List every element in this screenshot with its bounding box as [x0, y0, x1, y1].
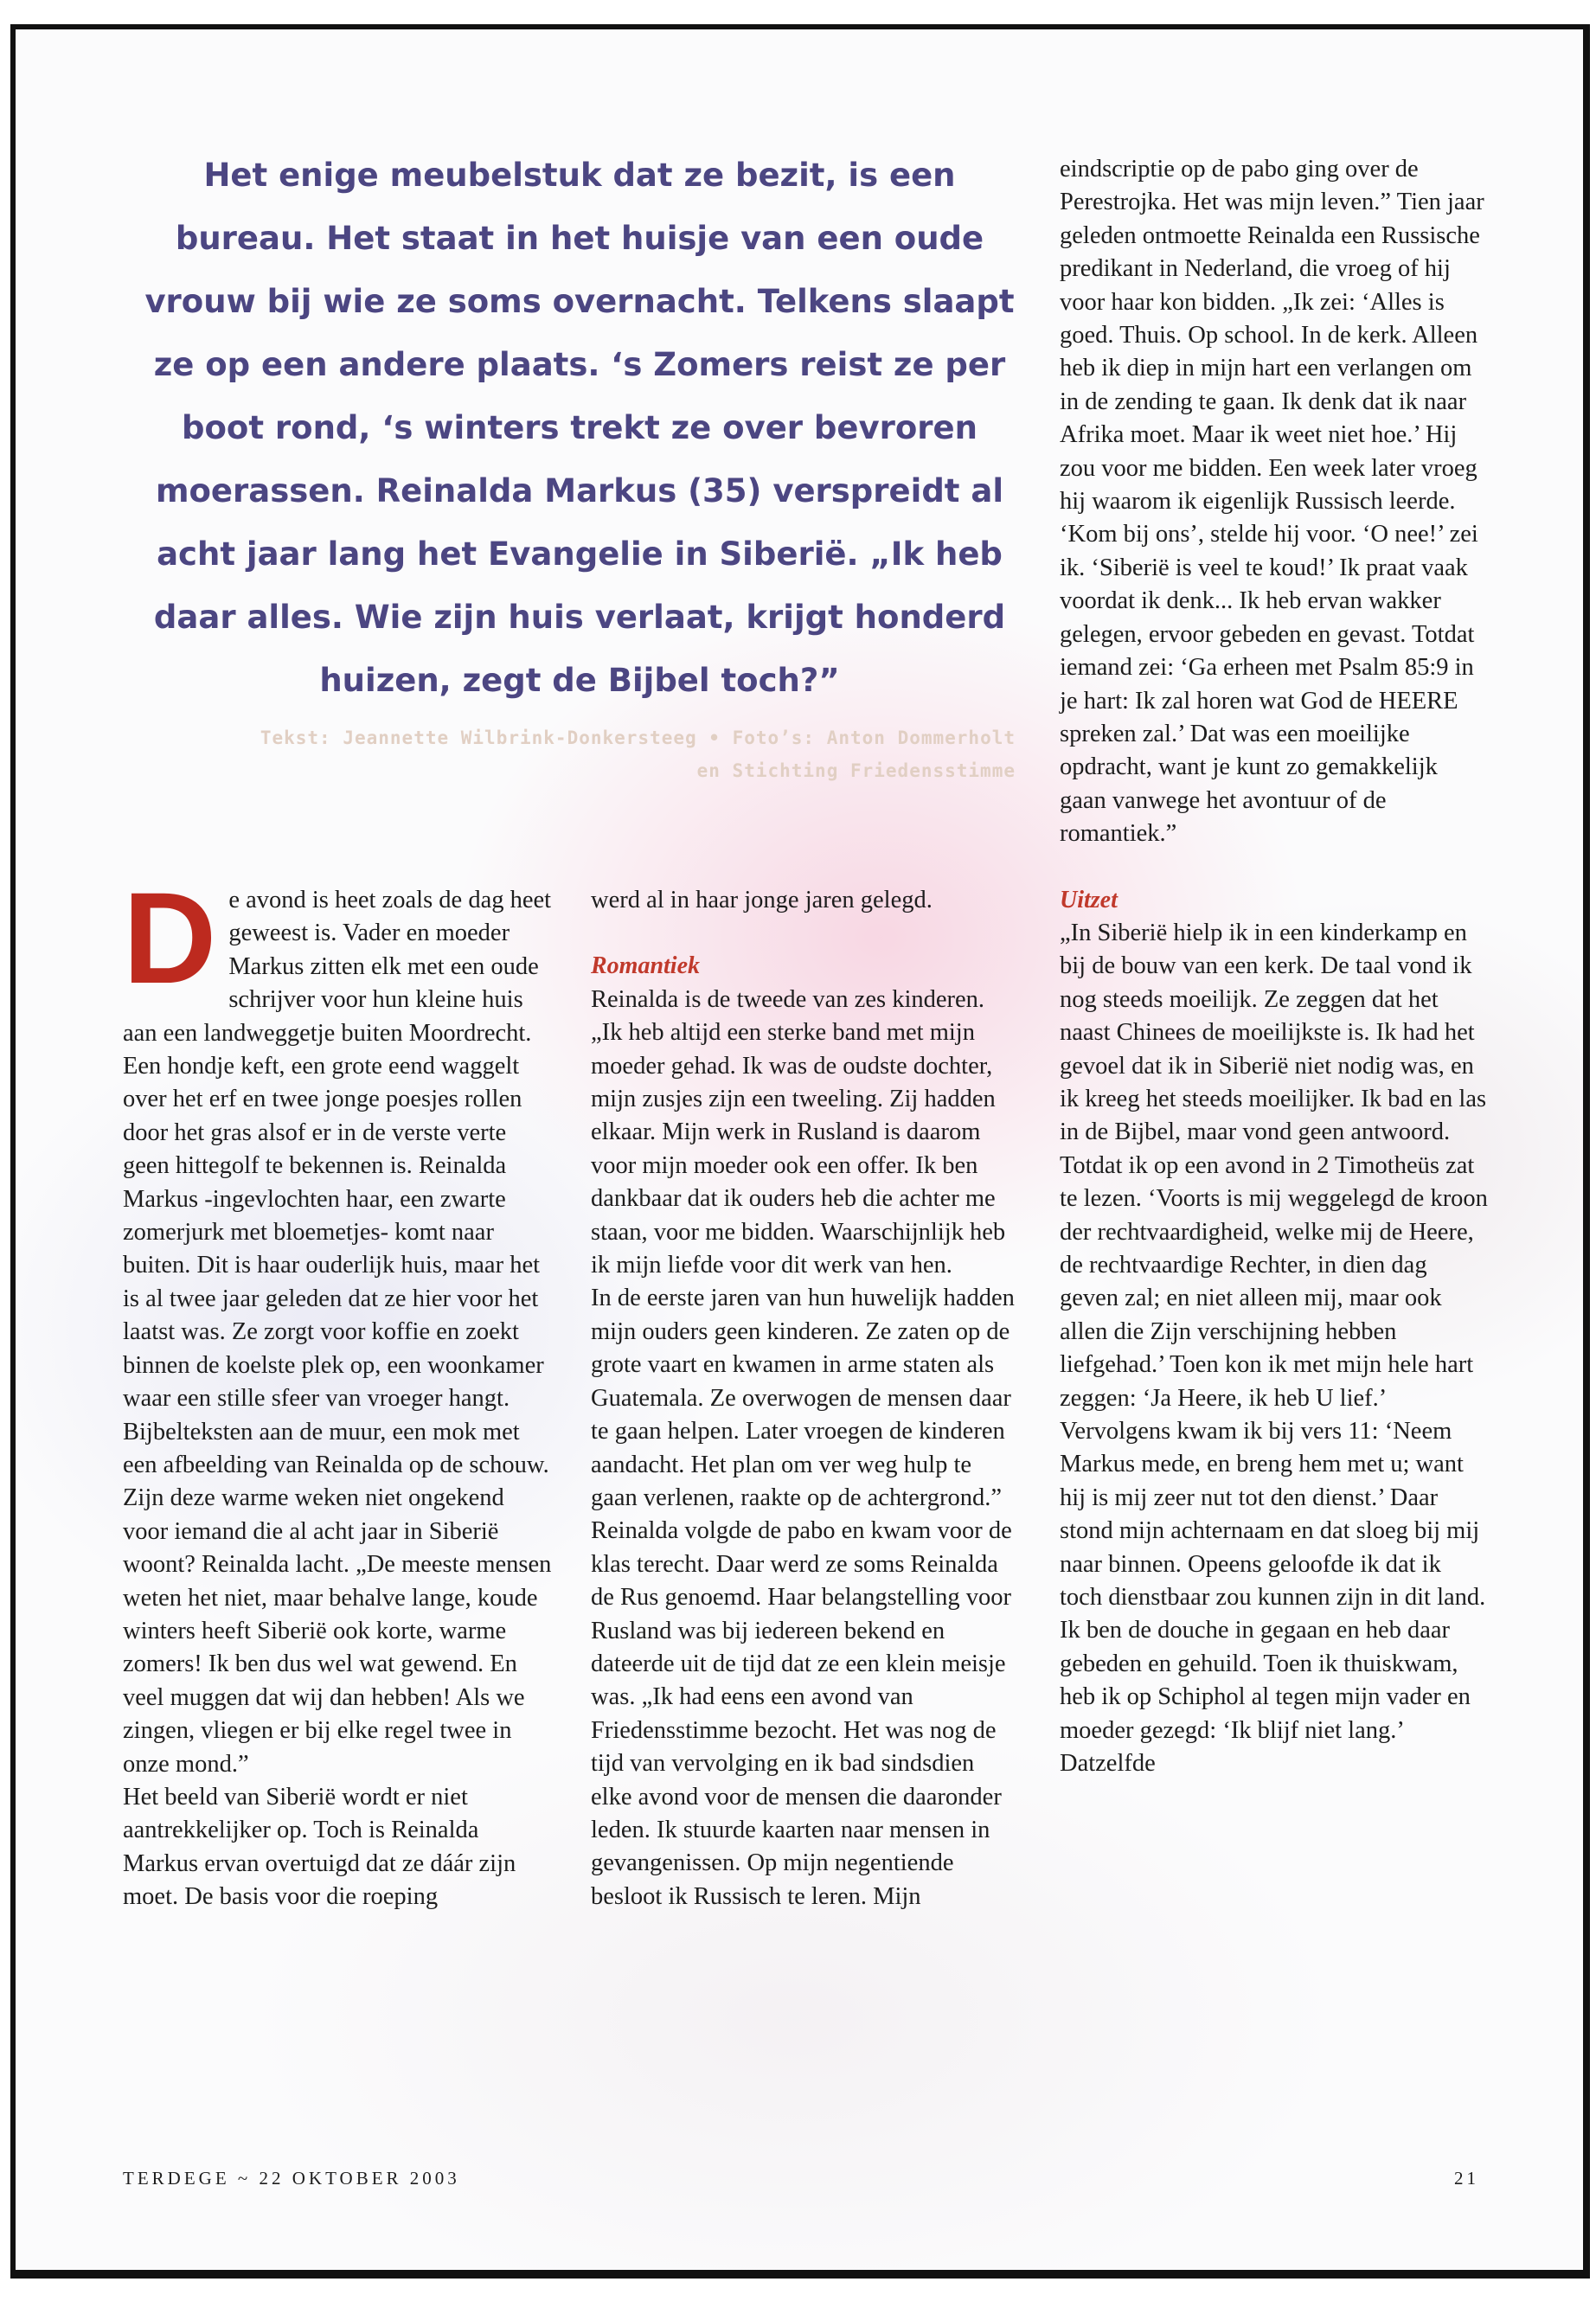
credits [130, 721, 1016, 787]
footer-magazine-date: TERDEGE ~ 22 OKTOBER 2003 [123, 2168, 460, 2189]
subhead-romantiek: Romantiek [591, 952, 701, 980]
page-number: 21 [1454, 2168, 1479, 2189]
opening-text: e avond is heet zoals de dag heet geweest is. Vader en moeder Markus zitten elk met een oude schrijver voor hun kleine huis aan een landweggetje buiten Moordrecht. Een hondje keft, een grote eend waggelt over het erf en twee jonge poesjes rollen door het gras alsof er in de verste verte geen hittegolf te bekennen is. Reinalda Markus -ingevlochten haar, een zwarte zomerjurk met bloemetjes- komt naar buiten. Dit is haar ouderlijk huis, maar het is al twee jaar geleden dat ze hier voor het laatst was. Ze zorgt voor koffie en zoekt binnen de koelste plek op, een woonkamer waar een stille sfeer van vroeger hangt. Bijbelteksten aan de muur, een mok met een afbeelding van Reinalda op de schouw. [123, 887, 552, 1478]
credits-line-2: en Stichting Friedensstimme [696, 760, 1016, 781]
credits-line-1: Tekst: Jeannette Wilbrink-Donkersteeg • Foto’s: Anton Dommerholt [260, 727, 1016, 748]
paragraph: eindscriptie op de pabo ging over de Perestrojka. Het was mijn leven.” Tien jaar geleden ontmoette Reinalda een Russische predikant in Nederland, die vroeg of hij voor haar kon bidden. „Ik zei: ‘Alles is goed. Thuis. Op school. In de kerk. Alleen heb ik diep in mijn hart een verlangen om in de zending te gaan. Ik denk dat ik naar Afrika moet. Maar ik weet niet hoe.’ Hij zou voor me bidden. Een week later vroeg hij waarom ik eigenlijk Russisch leerde. ‘Kom bij ons’, stelde hij voor. ‘O nee!’ zei ik. ‘Siberië is veel te koud!’ Ik praat vaak voordat ik denk... Ik heb ervan wakker gelegen, ervoor gebeden en gevast. Totdat iemand zei: ‘Ga erheen met Psalm 85:9 in je hart: Ik zal horen wat God de HEERE spreken zal.’ Dat was een moeilijke opdracht, want je kunt zo gemakkelijk gaan vanwege het avontuur of de romantiek.” [1060, 156, 1484, 848]
paragraph: Ik ben de douche in gegaan en heb daar gebeden en gehuild. Toen ik thuiskwam, heb ik op Schiphol al tegen mijn vader en moeder gezegd: ‘Ik blijf niet lang.’ Datzelfde [1060, 1617, 1471, 1778]
paragraph: Reinalda is de tweede van zes kinderen. „Ik heb altijd een sterke band met mijn moeder gehad. Ik was de oudste dochter, mijn zusjes zijn een tweeling. Zij hadden elkaar. Mijn werk in Rusland is daarom voor mijn moeder ook een offer. Ik ben dankbaar dat ik ouders heb die achter me staan, voor me bidden. Waarschijnlijk heb ik mijn liefde voor dit werk van hen. [591, 985, 1006, 1279]
intro-paragraph: Het enige meubelstuk dat ze bezit, is een bureau. Het staat in het huisje van een oude vrouw bij wie ze soms overnacht. Telkens slaapt ze op een andere plaats. ‘s Zomers reist ze per boot rond, ‘s winters trekt ze over bevroren moerassen. Reinalda Markus (35) verspreidt al acht jaar lang het Evangelie in Siberië. „Ik heb daar alles. Wie zijn huis verlaat, krijgt honderd huizen, zegt de Bijbel toch?” [144, 157, 1015, 699]
paragraph: Totdat ik op een avond in 2 Timotheüs zat te lezen. ‘Voorts is mij weggelegd de kroon der rechtvaardigheid, welke mij de Heere, de rechtvaardige Rechter, in dien dag geven zal; en niet alleen mij, maar ook allen die Zijn verschijning hebben liefgehad.’ Toen kon ik met mijn hele hart zeggen: ‘Ja Heere, ik heb U lief.’ [1060, 1151, 1488, 1412]
paragraph: In de eerste jaren van hun huwelijk hadden mijn ouders geen kinderen. Ze zaten op de grote vaart en kwamen in arme staten als Guatemala. Ze overwogen de mensen daar te gaan helpen. Later vroegen de kinderen aandacht. Het plan om ver weg hulp te gaan verlenen, raakte op de achtergrond.” [591, 1285, 1015, 1511]
paragraph: werd al in haar jonge jaren gelegd. [591, 887, 933, 913]
paragraph: Het beeld van Siberië wordt er niet aantrekkelijker op. Toch is Reinalda Markus ervan overtuigd dat ze dáár zijn moet. De basis voor die roeping [123, 1783, 516, 1911]
opening-paragraph [123, 865, 552, 1482]
paragraph: „In Siberië hielp ik in een kinderkamp en bij de bouw van een kerk. De taal vond ik nog steeds moeilijk. Ze zeggen dat het naast Chinees de moeilijkste is. Ik had het gevoel dat ik in Siberië niet nodig was, en ik kreeg het steeds moeilijker. Ik bad en las in de Bijbel, maar vond geen antwoord. [1060, 919, 1487, 1146]
subhead-uitzet: Uitzet [1060, 886, 1118, 913]
column-1 [123, 865, 552, 1914]
paragraph: Zijn deze warme weken niet ongekend voor iemand die al acht jaar in Siberië woont? Reinalda lacht. „De meeste mensen weten het niet, maar behalve lange, koude winters heeft Siberië ook korte, warme zomers! Ik ben dus wel wat gewend. En veel muggen dat wij dan hebben! Als we zingen, vliegen er bij elke regel twee in onze mond.” [123, 1484, 552, 1778]
drop-cap: D [123, 865, 217, 1010]
paragraph: Reinalda volgde de pabo en kwam voor de klas terecht. Daar werd ze soms Reinalda de Rus genoemd. Haar belangstelling voor Rusland was bij iedereen bekend en dateerde uit de tijd dat ze een klein meisje was. „Ik had eens een avond van Friedensstimme bezocht. Het was nog de tijd van vervolging en ik bad sindsdien elke avond voor de mensen die daaronder leden. Ik stuurde kaarten naar mensen in gevangenissen. Op mijn negentiende besloot ik Russisch te leren. Mijn [591, 1517, 1012, 1910]
column-3 [1060, 153, 1489, 1781]
column-2 [591, 884, 1020, 1913]
bottom-border [10, 2270, 1588, 2279]
right-border [1583, 24, 1590, 2279]
paragraph: Vervolgens kwam ik bij vers 11: ‘Neem Markus mede, en breng hem met u; want hij is mij zeer nut tot den dienst.’ Daar stond mijn achternaam en dat sloeg bij mij naar binnen. Opeens geloofde ik dat ik toch dienstbaar zou kunnen zijn in dit land. [1060, 1418, 1486, 1612]
